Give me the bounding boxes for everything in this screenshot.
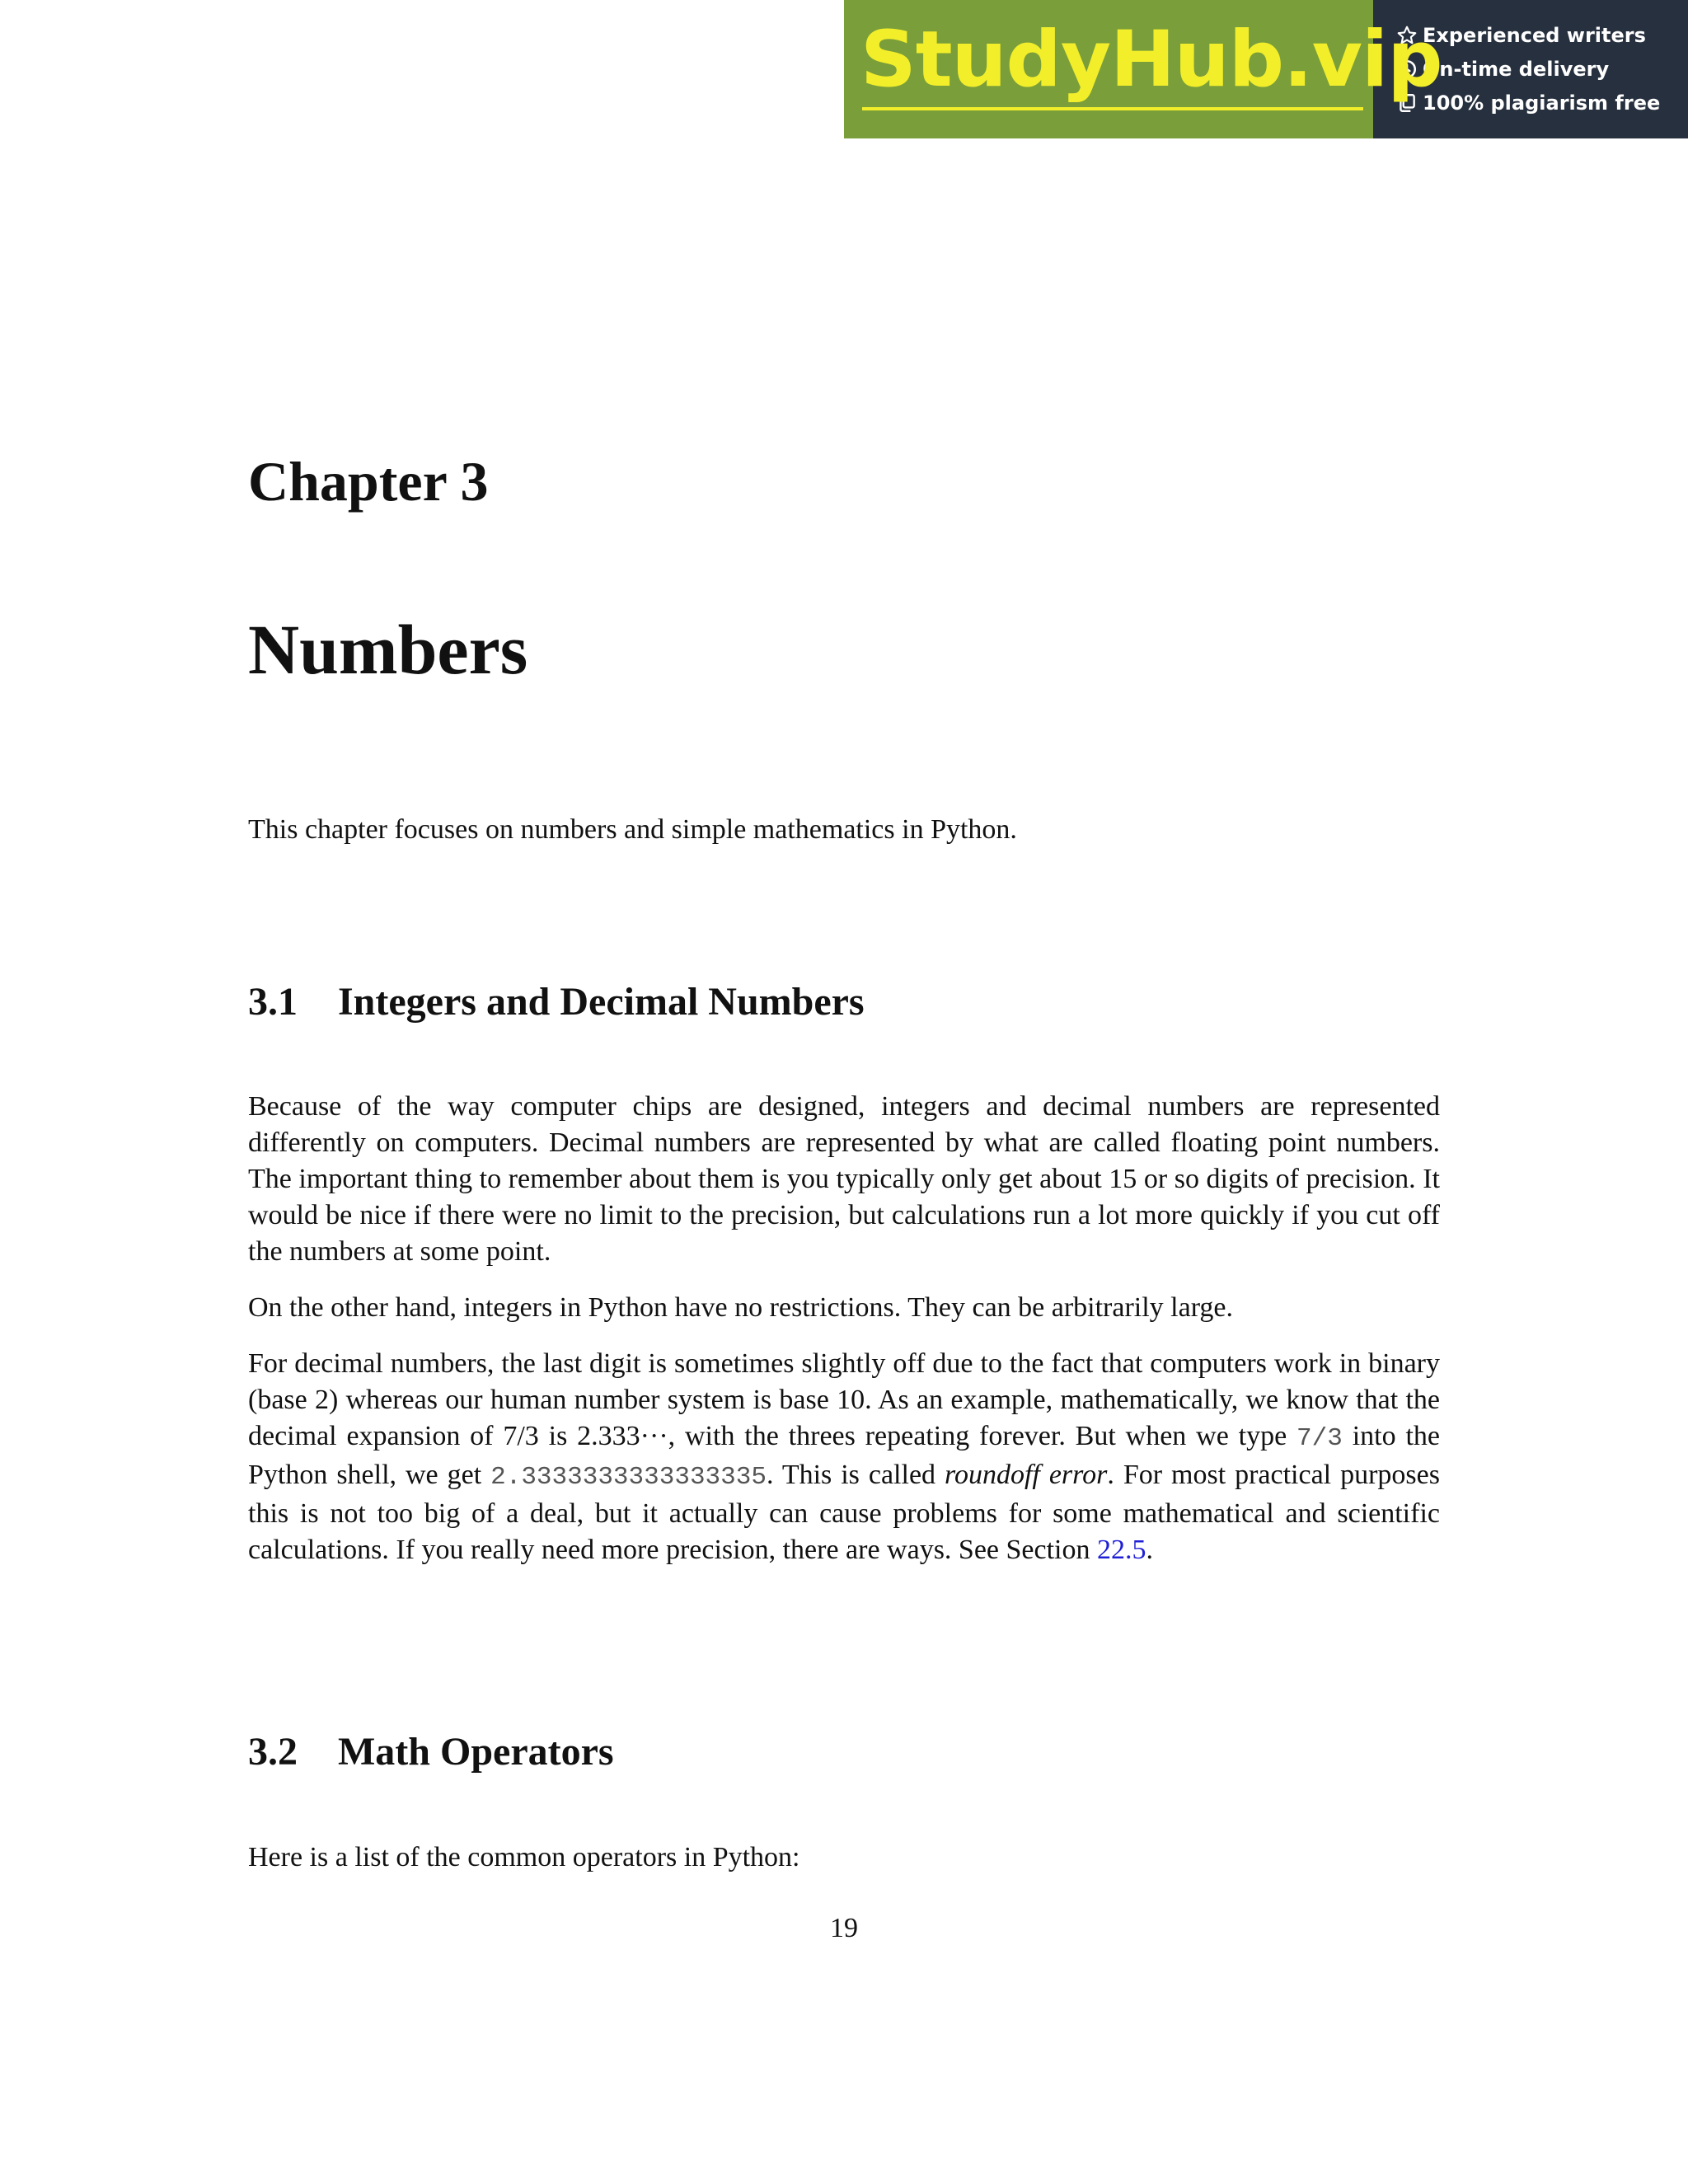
text-run: . — [1146, 1535, 1153, 1565]
emphasized-term: roundoff error — [945, 1460, 1108, 1490]
feature-label: On-time delivery — [1423, 57, 1610, 81]
brand-panel — [844, 0, 1442, 138]
page-number: 19 — [830, 1913, 858, 1943]
brand-logo: StudyHub.vip — [860, 15, 1442, 105]
text-run: . For most practical purposes this is not too big of a deal, but it actually can cause problems for some mathematical and scientific calculations. If you really need more precision, there are ways. See Section — [248, 1460, 1440, 1565]
chapter-label: Chapter 3 — [248, 450, 489, 513]
section-number: 3.2 — [248, 1730, 298, 1774]
paragraph — [248, 1346, 1440, 1568]
text-run: into the Python shell, we get — [248, 1421, 1440, 1490]
section-title: Integers and Decimal Numbers — [338, 980, 865, 1024]
inline-code: 2.3333333333333335 — [490, 1463, 767, 1492]
inline-code: 7/3 — [1296, 1424, 1343, 1453]
section-body — [248, 1089, 1440, 1568]
chapter-intro: This chapter focuses on numbers and simple mathematics in Python. — [248, 814, 1017, 845]
feature-label: Experienced writers — [1423, 23, 1646, 47]
section-number: 3.1 — [248, 980, 298, 1024]
section-title: Math Operators — [338, 1730, 614, 1774]
paragraph: Because of the way computer chips are designed, integers and decimal numbers are represented differently on computers. Decimal numbers are represented by what are called floating point numbers. The important thing to remember about them is you typically only get about 15 or so digits of precision. It would be nice if there were no limit to the precision, but calculations run a lot more quickly if you cut off the numbers at some point. — [248, 1091, 1440, 1267]
section-heading — [248, 1732, 614, 1772]
text-run: . This is called — [766, 1460, 945, 1490]
text-run: For decimal numbers, the last digit is sometimes slightly off due to the fact that computers work in binary (base 2) whereas our human number system is base 10. As an example, mathematically, we know that the decimal expansion of 7/3 is 2.333···, with the threes repeating forever. But when we type — [248, 1348, 1440, 1451]
brand-underline — [862, 107, 1363, 110]
section-intro: Here is a list of the common operators in Python: — [248, 1842, 800, 1872]
paragraph: On the other hand, integers in Python have no restrictions. They can be arbitrarily large. — [248, 1292, 1234, 1323]
chapter-title: Numbers — [248, 610, 528, 689]
feature-label: 100% plagiarism free — [1423, 91, 1661, 115]
section-heading — [248, 982, 865, 1022]
ad-banner[interactable] — [844, 0, 1688, 138]
section-link[interactable]: 22.5 — [1097, 1535, 1146, 1565]
